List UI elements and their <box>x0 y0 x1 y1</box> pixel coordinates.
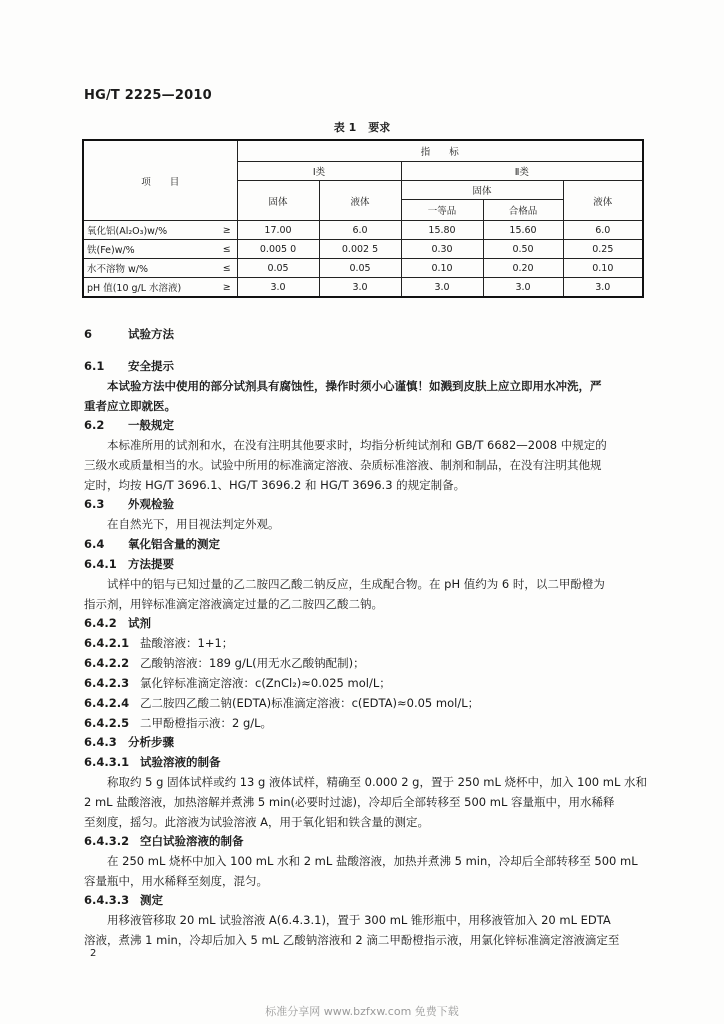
table-row <box>83 259 643 278</box>
row-value: 0.20 <box>483 259 563 278</box>
row-value: 0.10 <box>563 259 643 278</box>
row-value: 0.005 0 <box>237 240 319 259</box>
table-header-qualified: 合格品 <box>483 200 563 221</box>
paragraph-line: 容量瓶中，用水稀释至刻度，混匀。 <box>84 874 268 888</box>
page-number: 2 <box>90 948 97 959</box>
section-heading: 6.2 一般规定 <box>84 418 174 432</box>
table-header-grade1: 一等品 <box>401 200 483 221</box>
table-row <box>83 221 643 240</box>
row-value: 3.0 <box>563 278 643 298</box>
paragraph-line: 在 250 mL 烧杯中加入 100 mL 水和 2 mL 盐酸溶液，加热并煮沸 5 min，冷却后全部转移至 500 mL <box>107 854 638 868</box>
row-value: 0.05 <box>237 259 319 278</box>
table-caption-title: 要求 <box>368 121 391 134</box>
paragraph-line: 定时，均按 HG/T 3696.1、HG/T 3696.2 和 HG/T 3696.3 的规定制备。 <box>84 478 466 492</box>
table-header-solid2: 固体 <box>401 181 563 200</box>
paragraph-line: 溶液，煮沸 1 min，冷却后加入 5 mL 乙酸钠溶液和 2 滴二甲酚橙指示液，用氯化锌标准滴定溶液滴定至 <box>84 933 620 947</box>
row-value: 0.25 <box>563 240 643 259</box>
table-header-class2: Ⅱ类 <box>401 162 643 181</box>
paragraph-line: 本标准所用的试剂和水，在没有注明其他要求时，均指分析纯试剂和 GB/T 6682—2008 中规定的 <box>107 438 607 452</box>
table-header-index: 指 标 <box>237 140 643 162</box>
table-header-item: 项 目 <box>83 140 237 221</box>
section-heading: 6.4.1 方法提要 <box>84 557 174 571</box>
row-item: pH 值(10 g/L 水溶液) <box>83 278 217 298</box>
row-value: 15.80 <box>401 221 483 240</box>
row-item: 水不溶物 w/% <box>83 259 217 278</box>
table-row <box>83 278 643 298</box>
row-value: 6.0 <box>563 221 643 240</box>
paragraph-line: 本试验方法中使用的部分试剂具有腐蚀性，操作时须小心谨慎！如溅到皮肤上应立即用水冲洗，严 <box>107 379 602 393</box>
section-heading: 6.4.3 分析步骤 <box>84 735 174 749</box>
row-value: 0.002 5 <box>319 240 401 259</box>
section-heading: 6.1 安全提示 <box>84 359 174 373</box>
reagent-item: 6.4.2.5 二甲酚橙指示液：2 g/L。 <box>84 716 273 730</box>
paragraph-line: 三级水或质量相当的水。试验中所用的标准滴定溶液、杂质标准溶液、制剂和制品，在没有注明其他规 <box>84 458 602 472</box>
section-heading: 6.4.3.3 测定 <box>84 893 163 907</box>
row-value: 3.0 <box>237 278 319 298</box>
paragraph-line: 重者应立即就医。 <box>84 399 176 413</box>
row-item: 氧化铝(Al₂O₃)w/% <box>83 221 217 240</box>
row-symbol: ≤ <box>217 240 237 259</box>
paragraph-line: 试样中的铝与已知过量的乙二胺四乙酸二钠反应，生成配合物。在 pH 值约为 6 时，以二甲酚橙为 <box>107 577 605 591</box>
standard-code: HG/T 2225—2010 <box>84 88 212 103</box>
requirements-table <box>82 139 644 298</box>
table-header-liquid: 液体 <box>319 181 401 221</box>
row-value: 0.10 <box>401 259 483 278</box>
row-value: 0.30 <box>401 240 483 259</box>
section-heading: 6.4.3.1 试验溶液的制备 <box>84 755 221 769</box>
table-header-liquid2: 液体 <box>563 181 643 221</box>
row-value: 0.50 <box>483 240 563 259</box>
row-value: 17.00 <box>237 221 319 240</box>
reagent-item: 6.4.2.3 氯化锌标准滴定溶液：c(ZnCl₂)≈0.025 mol/L； <box>84 676 391 690</box>
reagent-item: 6.4.2.2 乙酸钠溶液：189 g/L(用无水乙酸钠配制)； <box>84 656 365 670</box>
row-value: 6.0 <box>319 221 401 240</box>
table-header-solid: 固体 <box>237 181 319 221</box>
reagent-item: 6.4.2.4 乙二胺四乙酸二钠(EDTA)标准滴定溶液：c(EDTA)≈0.05 mol/L； <box>84 696 480 710</box>
row-item: 铁(Fe)w/% <box>83 240 217 259</box>
paragraph-line: 用移液管移取 20 mL 试验溶液 A(6.4.3.1)，置于 300 mL 锥形瓶中，用移液管加入 20 mL EDTA <box>107 913 611 927</box>
row-symbol: ≤ <box>217 259 237 278</box>
row-value: 0.05 <box>319 259 401 278</box>
section-heading: 6.3 外观检验 <box>84 497 174 511</box>
paragraph-line: 在自然光下，用目视法判定外观。 <box>107 517 280 531</box>
section-heading: 6.4.3.2 空白试验溶液的制备 <box>84 834 244 848</box>
section-heading: 6 试验方法 <box>84 327 174 341</box>
row-value: 3.0 <box>483 278 563 298</box>
section-heading: 6.4 氧化铝含量的测定 <box>84 537 220 551</box>
footer-watermark: 标准分享网 www.bzfxw.com 免费下载 <box>265 1005 459 1018</box>
table-row <box>83 240 643 259</box>
paragraph-line: 称取约 5 g 固体试样或约 13 g 液体试样，精确至 0.000 2 g，置于 250 mL 烧杯中，加入 100 mL 水和 <box>107 775 648 789</box>
row-value: 3.0 <box>401 278 483 298</box>
table-header-class1: Ⅰ类 <box>237 162 401 181</box>
row-symbol: ≥ <box>217 278 237 298</box>
table-caption <box>0 119 724 135</box>
row-value: 15.60 <box>483 221 563 240</box>
row-value: 3.0 <box>319 278 401 298</box>
paragraph-line: 2 mL 盐酸溶液，加热溶解并煮沸 5 min(必要时过滤)，冷却后全部转移至 500 mL 容量瓶中，用水稀释 <box>84 795 615 809</box>
reagent-item: 6.4.2.1 盐酸溶液：1+1； <box>84 636 234 650</box>
section-heading: 6.4.2 试剂 <box>84 616 151 630</box>
paragraph-line: 至刻度，摇匀。此溶液为试验溶液 A，用于氧化铝和铁含量的测定。 <box>84 815 430 829</box>
row-symbol: ≥ <box>217 221 237 240</box>
paragraph-line: 指示剂，用锌标准滴定溶液滴定过量的乙二胺四乙酸二钠。 <box>84 597 383 611</box>
table-caption-number: 表 1 <box>333 121 357 134</box>
